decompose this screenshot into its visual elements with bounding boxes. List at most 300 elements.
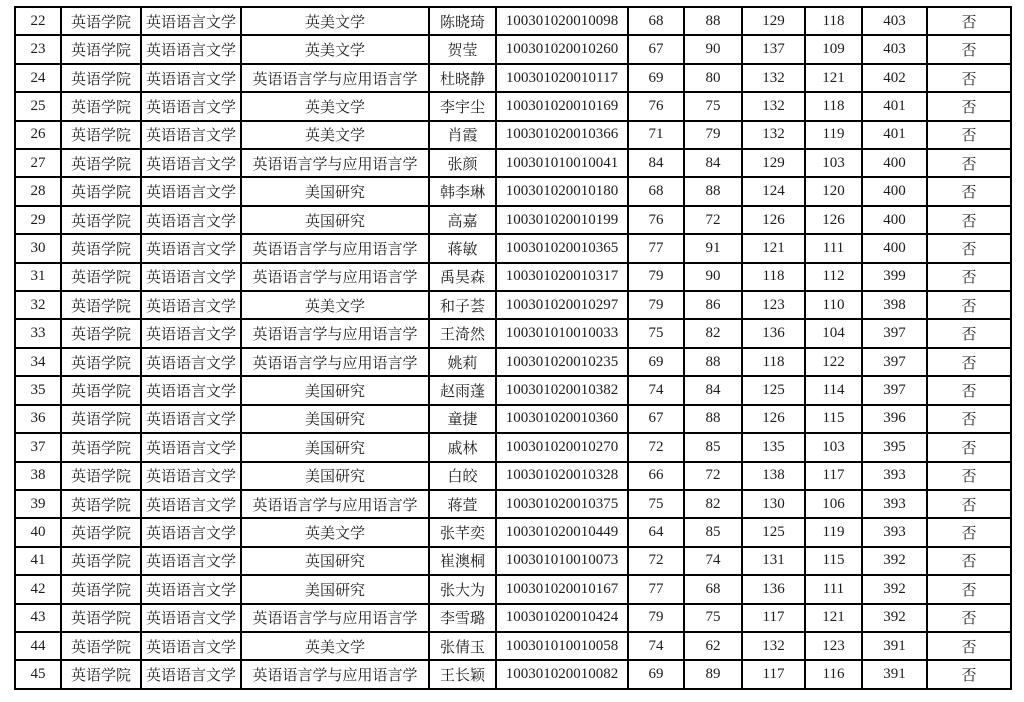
- score-2-cell: 84: [684, 376, 742, 404]
- table-row: [15, 7, 1011, 35]
- candidate-id-cell: 100301020010317: [496, 263, 628, 291]
- college-cell: 英语学院: [61, 291, 141, 319]
- total-score-cell: 400: [862, 149, 927, 177]
- score-4-cell: 103: [805, 433, 862, 461]
- score-1-cell: 74: [628, 376, 684, 404]
- table-row: [15, 234, 1011, 262]
- total-score-cell: 395: [862, 433, 927, 461]
- score-4-cell: 118: [805, 7, 862, 35]
- major-cell: 英语语言文学: [141, 291, 241, 319]
- name-cell: 贺莹: [429, 35, 496, 63]
- exception-flag-cell: 否: [927, 632, 1011, 660]
- college-cell: 英语学院: [61, 177, 141, 205]
- score-1-cell: 69: [628, 348, 684, 376]
- name-cell: 陈晓琦: [429, 7, 496, 35]
- exception-flag-cell: 否: [927, 92, 1011, 120]
- research-direction-cell: 英语语言学与应用语言学: [241, 660, 429, 689]
- major-cell: 英语语言文学: [141, 575, 241, 603]
- score-3-cell: 118: [742, 263, 805, 291]
- score-1-cell: 69: [628, 64, 684, 92]
- exception-flag-cell: 否: [927, 660, 1011, 689]
- college-cell: 英语学院: [61, 149, 141, 177]
- score-2-cell: 62: [684, 632, 742, 660]
- score-4-cell: 104: [805, 319, 862, 347]
- score-2-cell: 80: [684, 64, 742, 92]
- score-4-cell: 122: [805, 348, 862, 376]
- score-4-cell: 114: [805, 376, 862, 404]
- candidate-id-cell: 100301020010169: [496, 92, 628, 120]
- score-2-cell: 75: [684, 92, 742, 120]
- name-cell: 蒋敏: [429, 234, 496, 262]
- research-direction-cell: 英美文学: [241, 291, 429, 319]
- total-score-cell: 403: [862, 7, 927, 35]
- score-1-cell: 72: [628, 433, 684, 461]
- college-cell: 英语学院: [61, 547, 141, 575]
- candidate-id-cell: 100301020010449: [496, 518, 628, 546]
- research-direction-cell: 英语语言学与应用语言学: [241, 64, 429, 92]
- score-table: [14, 6, 1012, 690]
- college-cell: 英语学院: [61, 490, 141, 518]
- college-cell: 英语学院: [61, 433, 141, 461]
- research-direction-cell: 英语语言学与应用语言学: [241, 149, 429, 177]
- total-score-cell: 403: [862, 35, 927, 63]
- exception-flag-cell: 否: [927, 518, 1011, 546]
- score-3-cell: 124: [742, 177, 805, 205]
- college-cell: 英语学院: [61, 206, 141, 234]
- research-direction-cell: 英语语言学与应用语言学: [241, 319, 429, 347]
- score-4-cell: 119: [805, 121, 862, 149]
- score-4-cell: 109: [805, 35, 862, 63]
- candidate-id-cell: 100301010010041: [496, 149, 628, 177]
- score-3-cell: 136: [742, 575, 805, 603]
- exception-flag-cell: 否: [927, 575, 1011, 603]
- score-3-cell: 117: [742, 660, 805, 689]
- name-cell: 王长颖: [429, 660, 496, 689]
- research-direction-cell: 美国研究: [241, 462, 429, 490]
- table-row: [15, 348, 1011, 376]
- score-2-cell: 75: [684, 604, 742, 632]
- score-3-cell: 137: [742, 35, 805, 63]
- candidate-id-cell: 100301020010297: [496, 291, 628, 319]
- total-score-cell: 392: [862, 604, 927, 632]
- row-number-cell: 44: [15, 632, 61, 660]
- score-2-cell: 88: [684, 7, 742, 35]
- total-score-cell: 398: [862, 291, 927, 319]
- score-4-cell: 121: [805, 64, 862, 92]
- row-number-cell: 25: [15, 92, 61, 120]
- name-cell: 张大为: [429, 575, 496, 603]
- name-cell: 白皎: [429, 462, 496, 490]
- total-score-cell: 401: [862, 121, 927, 149]
- row-number-cell: 37: [15, 433, 61, 461]
- score-3-cell: 129: [742, 7, 805, 35]
- name-cell: 高嘉: [429, 206, 496, 234]
- exception-flag-cell: 否: [927, 206, 1011, 234]
- table-row: [15, 462, 1011, 490]
- score-3-cell: 126: [742, 206, 805, 234]
- candidate-id-cell: 100301020010366: [496, 121, 628, 149]
- score-1-cell: 68: [628, 7, 684, 35]
- score-2-cell: 74: [684, 547, 742, 575]
- candidate-id-cell: 100301020010199: [496, 206, 628, 234]
- exception-flag-cell: 否: [927, 348, 1011, 376]
- score-4-cell: 121: [805, 604, 862, 632]
- row-number-cell: 35: [15, 376, 61, 404]
- total-score-cell: 400: [862, 206, 927, 234]
- college-cell: 英语学院: [61, 234, 141, 262]
- college-cell: 英语学院: [61, 35, 141, 63]
- score-1-cell: 75: [628, 490, 684, 518]
- exception-flag-cell: 否: [927, 149, 1011, 177]
- score-1-cell: 79: [628, 291, 684, 319]
- score-3-cell: 126: [742, 405, 805, 433]
- score-4-cell: 103: [805, 149, 862, 177]
- name-cell: 禹昊森: [429, 263, 496, 291]
- total-score-cell: 401: [862, 92, 927, 120]
- major-cell: 英语语言文学: [141, 206, 241, 234]
- total-score-cell: 393: [862, 462, 927, 490]
- score-4-cell: 119: [805, 518, 862, 546]
- row-number-cell: 38: [15, 462, 61, 490]
- score-1-cell: 79: [628, 604, 684, 632]
- name-cell: 张颜: [429, 149, 496, 177]
- exception-flag-cell: 否: [927, 462, 1011, 490]
- row-number-cell: 22: [15, 7, 61, 35]
- college-cell: 英语学院: [61, 405, 141, 433]
- candidate-id-cell: 100301020010117: [496, 64, 628, 92]
- candidate-id-cell: 100301010010058: [496, 632, 628, 660]
- score-1-cell: 72: [628, 547, 684, 575]
- row-number-cell: 41: [15, 547, 61, 575]
- candidate-id-cell: 100301020010375: [496, 490, 628, 518]
- score-2-cell: 68: [684, 575, 742, 603]
- research-direction-cell: 英语语言学与应用语言学: [241, 263, 429, 291]
- major-cell: 英语语言文学: [141, 604, 241, 632]
- major-cell: 英语语言文学: [141, 121, 241, 149]
- score-1-cell: 76: [628, 92, 684, 120]
- score-4-cell: 118: [805, 92, 862, 120]
- score-4-cell: 110: [805, 291, 862, 319]
- score-4-cell: 112: [805, 263, 862, 291]
- name-cell: 张芊奕: [429, 518, 496, 546]
- score-2-cell: 88: [684, 405, 742, 433]
- college-cell: 英语学院: [61, 604, 141, 632]
- row-number-cell: 34: [15, 348, 61, 376]
- table-row: [15, 632, 1011, 660]
- major-cell: 英语语言文学: [141, 376, 241, 404]
- score-3-cell: 132: [742, 632, 805, 660]
- name-cell: 姚莉: [429, 348, 496, 376]
- total-score-cell: 392: [862, 547, 927, 575]
- candidate-id-cell: 100301020010365: [496, 234, 628, 262]
- score-4-cell: 117: [805, 462, 862, 490]
- score-3-cell: 125: [742, 376, 805, 404]
- score-2-cell: 88: [684, 348, 742, 376]
- table-row: [15, 660, 1011, 689]
- major-cell: 英语语言文学: [141, 348, 241, 376]
- score-1-cell: 69: [628, 660, 684, 689]
- score-table-body: [15, 7, 1011, 689]
- name-cell: 李宇尘: [429, 92, 496, 120]
- research-direction-cell: 英美文学: [241, 632, 429, 660]
- college-cell: 英语学院: [61, 518, 141, 546]
- research-direction-cell: 英美文学: [241, 92, 429, 120]
- row-number-cell: 45: [15, 660, 61, 689]
- table-row: [15, 291, 1011, 319]
- score-1-cell: 77: [628, 575, 684, 603]
- score-3-cell: 125: [742, 518, 805, 546]
- exception-flag-cell: 否: [927, 35, 1011, 63]
- table-row: [15, 121, 1011, 149]
- exception-flag-cell: 否: [927, 7, 1011, 35]
- score-4-cell: 120: [805, 177, 862, 205]
- score-4-cell: 111: [805, 234, 862, 262]
- exception-flag-cell: 否: [927, 121, 1011, 149]
- score-1-cell: 66: [628, 462, 684, 490]
- total-score-cell: 396: [862, 405, 927, 433]
- candidate-id-cell: 100301020010382: [496, 376, 628, 404]
- college-cell: 英语学院: [61, 121, 141, 149]
- score-4-cell: 106: [805, 490, 862, 518]
- score-3-cell: 117: [742, 604, 805, 632]
- score-2-cell: 90: [684, 263, 742, 291]
- table-row: [15, 376, 1011, 404]
- score-3-cell: 129: [742, 149, 805, 177]
- college-cell: 英语学院: [61, 7, 141, 35]
- total-score-cell: 402: [862, 64, 927, 92]
- candidate-id-cell: 100301010010033: [496, 319, 628, 347]
- candidate-id-cell: 100301020010098: [496, 7, 628, 35]
- research-direction-cell: 美国研究: [241, 433, 429, 461]
- score-3-cell: 123: [742, 291, 805, 319]
- total-score-cell: 400: [862, 234, 927, 262]
- score-2-cell: 79: [684, 121, 742, 149]
- major-cell: 英语语言文学: [141, 660, 241, 689]
- research-direction-cell: 美国研究: [241, 177, 429, 205]
- row-number-cell: 43: [15, 604, 61, 632]
- candidate-id-cell: 100301020010082: [496, 660, 628, 689]
- major-cell: 英语语言文学: [141, 149, 241, 177]
- college-cell: 英语学院: [61, 92, 141, 120]
- name-cell: 童捷: [429, 405, 496, 433]
- score-2-cell: 91: [684, 234, 742, 262]
- score-1-cell: 71: [628, 121, 684, 149]
- total-score-cell: 391: [862, 632, 927, 660]
- score-1-cell: 67: [628, 35, 684, 63]
- score-1-cell: 67: [628, 405, 684, 433]
- exception-flag-cell: 否: [927, 604, 1011, 632]
- major-cell: 英语语言文学: [141, 7, 241, 35]
- research-direction-cell: 美国研究: [241, 376, 429, 404]
- candidate-id-cell: 100301020010328: [496, 462, 628, 490]
- candidate-id-cell: 100301010010073: [496, 547, 628, 575]
- exception-flag-cell: 否: [927, 490, 1011, 518]
- major-cell: 英语语言文学: [141, 405, 241, 433]
- name-cell: 崔澳桐: [429, 547, 496, 575]
- score-2-cell: 89: [684, 660, 742, 689]
- table-row: [15, 604, 1011, 632]
- college-cell: 英语学院: [61, 263, 141, 291]
- candidate-id-cell: 100301020010180: [496, 177, 628, 205]
- table-row: [15, 206, 1011, 234]
- major-cell: 英语语言文学: [141, 490, 241, 518]
- total-score-cell: 397: [862, 348, 927, 376]
- score-2-cell: 82: [684, 490, 742, 518]
- score-2-cell: 90: [684, 35, 742, 63]
- score-3-cell: 135: [742, 433, 805, 461]
- row-number-cell: 33: [15, 319, 61, 347]
- score-1-cell: 76: [628, 206, 684, 234]
- row-number-cell: 39: [15, 490, 61, 518]
- college-cell: 英语学院: [61, 348, 141, 376]
- name-cell: 张倩玉: [429, 632, 496, 660]
- total-score-cell: 393: [862, 518, 927, 546]
- row-number-cell: 26: [15, 121, 61, 149]
- exception-flag-cell: 否: [927, 64, 1011, 92]
- score-4-cell: 111: [805, 575, 862, 603]
- table-row: [15, 405, 1011, 433]
- row-number-cell: 29: [15, 206, 61, 234]
- name-cell: 杜晓静: [429, 64, 496, 92]
- score-1-cell: 75: [628, 319, 684, 347]
- candidate-id-cell: 100301020010424: [496, 604, 628, 632]
- score-1-cell: 84: [628, 149, 684, 177]
- name-cell: 和子荟: [429, 291, 496, 319]
- score-1-cell: 64: [628, 518, 684, 546]
- total-score-cell: 393: [862, 490, 927, 518]
- row-number-cell: 40: [15, 518, 61, 546]
- major-cell: 英语语言文学: [141, 64, 241, 92]
- total-score-cell: 391: [862, 660, 927, 689]
- exception-flag-cell: 否: [927, 291, 1011, 319]
- research-direction-cell: 美国研究: [241, 405, 429, 433]
- score-4-cell: 123: [805, 632, 862, 660]
- score-2-cell: 85: [684, 433, 742, 461]
- row-number-cell: 30: [15, 234, 61, 262]
- table-row: [15, 35, 1011, 63]
- table-row: [15, 547, 1011, 575]
- research-direction-cell: 英国研究: [241, 547, 429, 575]
- row-number-cell: 32: [15, 291, 61, 319]
- score-2-cell: 72: [684, 206, 742, 234]
- major-cell: 英语语言文学: [141, 632, 241, 660]
- score-3-cell: 130: [742, 490, 805, 518]
- candidate-id-cell: 100301020010270: [496, 433, 628, 461]
- score-2-cell: 82: [684, 319, 742, 347]
- exception-flag-cell: 否: [927, 234, 1011, 262]
- score-1-cell: 74: [628, 632, 684, 660]
- total-score-cell: 399: [862, 263, 927, 291]
- exception-flag-cell: 否: [927, 547, 1011, 575]
- candidate-id-cell: 100301020010235: [496, 348, 628, 376]
- college-cell: 英语学院: [61, 462, 141, 490]
- name-cell: 肖霞: [429, 121, 496, 149]
- research-direction-cell: 英国研究: [241, 206, 429, 234]
- table-row: [15, 64, 1011, 92]
- exception-flag-cell: 否: [927, 177, 1011, 205]
- name-cell: 戚林: [429, 433, 496, 461]
- exception-flag-cell: 否: [927, 433, 1011, 461]
- major-cell: 英语语言文学: [141, 177, 241, 205]
- total-score-cell: 397: [862, 319, 927, 347]
- major-cell: 英语语言文学: [141, 35, 241, 63]
- candidate-id-cell: 100301020010167: [496, 575, 628, 603]
- row-number-cell: 36: [15, 405, 61, 433]
- research-direction-cell: 美国研究: [241, 575, 429, 603]
- research-direction-cell: 英语语言学与应用语言学: [241, 348, 429, 376]
- college-cell: 英语学院: [61, 632, 141, 660]
- college-cell: 英语学院: [61, 64, 141, 92]
- score-4-cell: 115: [805, 405, 862, 433]
- research-direction-cell: 英语语言学与应用语言学: [241, 234, 429, 262]
- major-cell: 英语语言文学: [141, 263, 241, 291]
- college-cell: 英语学院: [61, 376, 141, 404]
- major-cell: 英语语言文学: [141, 234, 241, 262]
- score-3-cell: 131: [742, 547, 805, 575]
- name-cell: 赵雨蓬: [429, 376, 496, 404]
- row-number-cell: 27: [15, 149, 61, 177]
- candidate-id-cell: 100301020010360: [496, 405, 628, 433]
- score-1-cell: 79: [628, 263, 684, 291]
- row-number-cell: 24: [15, 64, 61, 92]
- research-direction-cell: 英美文学: [241, 518, 429, 546]
- table-row: [15, 263, 1011, 291]
- score-3-cell: 136: [742, 319, 805, 347]
- score-3-cell: 132: [742, 92, 805, 120]
- score-3-cell: 118: [742, 348, 805, 376]
- table-row: [15, 92, 1011, 120]
- name-cell: 李雪璐: [429, 604, 496, 632]
- total-score-cell: 397: [862, 376, 927, 404]
- score-2-cell: 84: [684, 149, 742, 177]
- major-cell: 英语语言文学: [141, 462, 241, 490]
- table-row: [15, 177, 1011, 205]
- score-1-cell: 77: [628, 234, 684, 262]
- name-cell: 王渏然: [429, 319, 496, 347]
- score-3-cell: 138: [742, 462, 805, 490]
- score-1-cell: 68: [628, 177, 684, 205]
- score-3-cell: 132: [742, 121, 805, 149]
- college-cell: 英语学院: [61, 575, 141, 603]
- row-number-cell: 23: [15, 35, 61, 63]
- score-4-cell: 126: [805, 206, 862, 234]
- major-cell: 英语语言文学: [141, 547, 241, 575]
- row-number-cell: 28: [15, 177, 61, 205]
- total-score-cell: 392: [862, 575, 927, 603]
- exception-flag-cell: 否: [927, 376, 1011, 404]
- score-2-cell: 88: [684, 177, 742, 205]
- score-3-cell: 132: [742, 64, 805, 92]
- score-2-cell: 72: [684, 462, 742, 490]
- major-cell: 英语语言文学: [141, 433, 241, 461]
- table-row: [15, 490, 1011, 518]
- research-direction-cell: 英语语言学与应用语言学: [241, 604, 429, 632]
- college-cell: 英语学院: [61, 660, 141, 689]
- table-row: [15, 518, 1011, 546]
- college-cell: 英语学院: [61, 319, 141, 347]
- row-number-cell: 42: [15, 575, 61, 603]
- research-direction-cell: 英语语言学与应用语言学: [241, 490, 429, 518]
- major-cell: 英语语言文学: [141, 518, 241, 546]
- research-direction-cell: 英美文学: [241, 7, 429, 35]
- score-2-cell: 86: [684, 291, 742, 319]
- row-number-cell: 31: [15, 263, 61, 291]
- name-cell: 韩李琳: [429, 177, 496, 205]
- major-cell: 英语语言文学: [141, 92, 241, 120]
- research-direction-cell: 英美文学: [241, 35, 429, 63]
- table-row: [15, 319, 1011, 347]
- candidate-id-cell: 100301020010260: [496, 35, 628, 63]
